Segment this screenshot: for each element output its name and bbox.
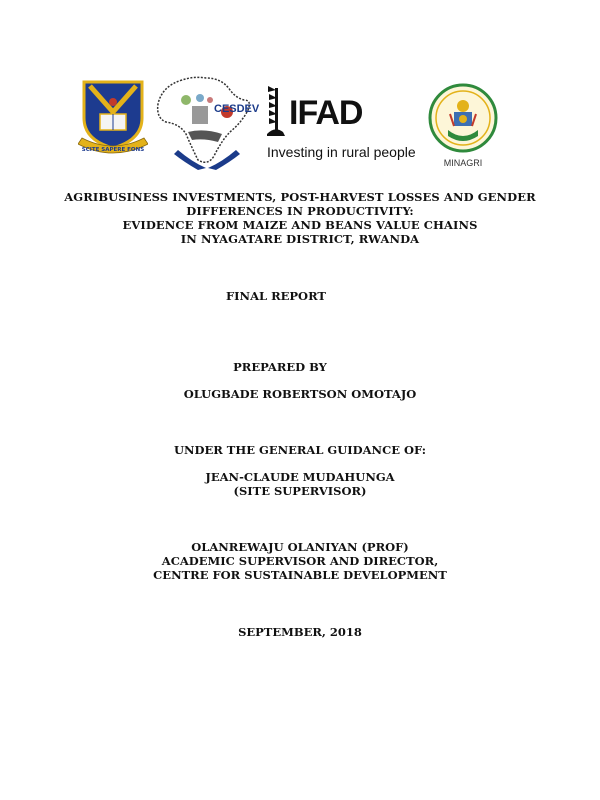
prepared-by-label: PREPARED BY bbox=[233, 360, 327, 374]
cesdev-logo bbox=[152, 70, 262, 170]
report-title bbox=[0, 190, 600, 246]
oau-motto: SCITE SAPERE FONS bbox=[81, 147, 145, 153]
oau-crest-logo bbox=[78, 78, 148, 160]
title-line: IN NYAGATARE DISTRICT, RWANDA bbox=[180, 232, 420, 246]
ifad-tagline: Investing in rural people bbox=[267, 144, 416, 160]
author-name: OLUGBADE ROBERTSON OMOTAJO bbox=[183, 387, 417, 401]
guidance-label: UNDER THE GENERAL GUIDANCE OF: bbox=[173, 443, 427, 457]
site-supervisor-name: JEAN-CLAUDE MUDAHUNGA bbox=[205, 470, 395, 484]
cesdev-label: CESDEV bbox=[214, 103, 260, 115]
ifad-logo bbox=[265, 80, 425, 170]
rwanda-seal-icon bbox=[426, 80, 500, 156]
report-type: FINAL REPORT bbox=[226, 289, 326, 303]
ifad-wheat-icon bbox=[265, 82, 289, 138]
africa-map-icon bbox=[152, 70, 262, 170]
centre-name: CENTRE FOR SUSTAINABLE DEVELOPMENT bbox=[153, 568, 447, 582]
title-line: AGRIBUSINESS INVESTMENTS, POST-HARVEST LOSSES AND GENDER bbox=[64, 190, 536, 204]
academic-supervisor-role: ACADEMIC SUPERVISOR AND DIRECTOR, bbox=[161, 554, 439, 568]
title-line: DIFFERENCES IN PRODUCTIVITY: bbox=[186, 204, 414, 218]
oau-crest-icon bbox=[78, 78, 148, 160]
academic-supervisor-name: OLANREWAJU OLANIYAN (PROF) bbox=[191, 540, 409, 554]
report-date: SEPTEMBER, 2018 bbox=[238, 625, 362, 639]
minagri-seal-logo bbox=[426, 80, 500, 170]
minagri-label: MINAGRI bbox=[443, 158, 483, 168]
site-supervisor-role: (SITE SUPERVISOR) bbox=[233, 484, 367, 498]
ifad-wordmark: IFAD bbox=[289, 94, 363, 132]
title-line: EVIDENCE FROM MAIZE AND BEANS VALUE CHAINS bbox=[122, 218, 478, 232]
logo-bar bbox=[0, 70, 600, 180]
